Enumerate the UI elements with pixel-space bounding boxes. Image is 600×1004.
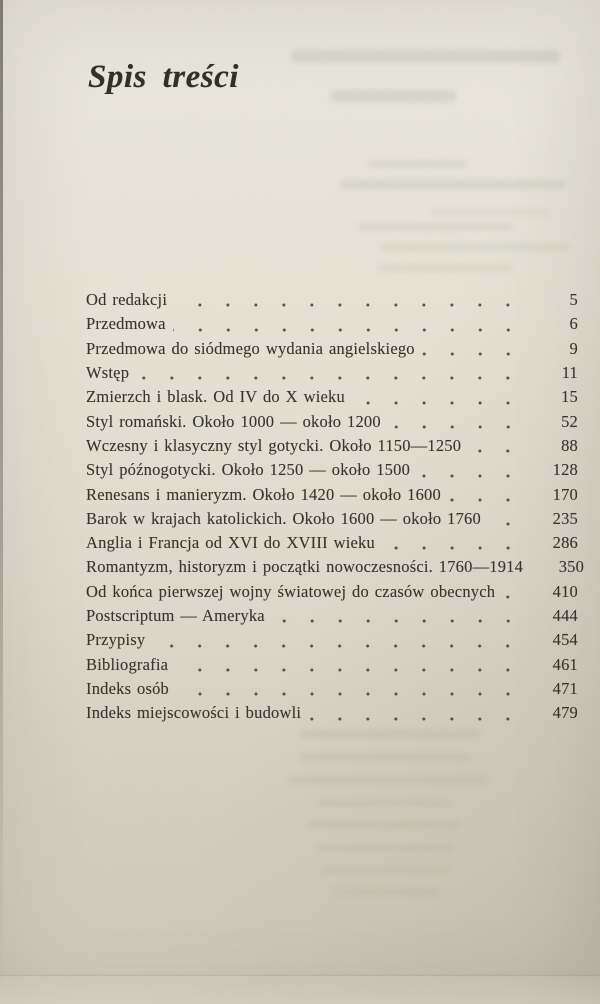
show-through-line xyxy=(300,730,480,738)
page-left-edge xyxy=(0,0,3,1004)
toc-page-number: 461 xyxy=(552,654,578,674)
toc-entry-title: Zmierzch i blask. Od IV do X wieku xyxy=(86,387,345,407)
show-through-line xyxy=(320,866,450,874)
dot-leader-icon xyxy=(136,361,524,385)
toc-page-number: 350 xyxy=(558,557,585,577)
toc-row xyxy=(86,555,585,579)
show-through-line xyxy=(330,90,456,102)
dot-leader-icon xyxy=(173,312,524,336)
toc-row xyxy=(86,483,578,507)
toc-page-number: 52 xyxy=(561,411,578,431)
toc-page-number: 11 xyxy=(561,362,578,382)
toc-row xyxy=(86,653,578,677)
toc-page-number: 235 xyxy=(552,508,578,528)
toc-entry-title: Wczesny i klasyczny styl gotycki. Około 1150—1250 xyxy=(86,435,462,455)
dot-leader-icon xyxy=(382,531,524,555)
toc-entry-title: Indeks osób xyxy=(86,679,169,698)
show-through-line xyxy=(288,776,488,784)
toc-page-number: 9 xyxy=(569,338,578,358)
dot-leader-icon xyxy=(448,483,524,507)
dot-leader-icon xyxy=(468,434,524,458)
toc-list xyxy=(86,288,585,726)
toc-row xyxy=(86,531,578,555)
dot-leader-icon xyxy=(272,604,524,628)
toc-page-number: 88 xyxy=(561,435,578,455)
toc-entry-title: Indeks miejscowości i budowli xyxy=(86,703,302,723)
toc-page-number: 454 xyxy=(552,630,578,650)
dot-leader-icon xyxy=(502,580,524,604)
show-through-line xyxy=(380,243,570,251)
toc-entry-title: Styl romański. Około 1000 — około 1200 xyxy=(86,411,381,431)
toc-entry-title: Wstęp xyxy=(86,362,130,382)
dot-leader-icon xyxy=(174,288,524,312)
dot-leader-icon xyxy=(308,701,524,725)
toc-entry-title: Od redakcji xyxy=(86,290,168,309)
toc-page-number: 15 xyxy=(561,387,578,407)
dot-leader-icon xyxy=(388,410,524,434)
show-through-line xyxy=(357,223,513,231)
toc-row xyxy=(86,458,578,482)
toc-row xyxy=(86,410,578,434)
toc-row xyxy=(86,337,578,361)
toc-page-number: 410 xyxy=(552,581,578,601)
toc-row xyxy=(86,434,578,458)
dot-leader-icon xyxy=(417,458,524,482)
dot-leader-icon xyxy=(488,507,524,531)
toc-entry-title: Romantyzm, historyzm i początki nowoczesności. 1760—1914 xyxy=(86,557,524,577)
show-through-line xyxy=(292,50,560,63)
toc-page-number: 471 xyxy=(552,679,578,698)
toc-row xyxy=(86,507,578,531)
show-through-line xyxy=(318,844,454,852)
toc-entry-title: Od końca pierwszej wojny światowej do czasów obecnych xyxy=(86,581,496,601)
toc-page-number: 444 xyxy=(552,606,578,626)
toc-row xyxy=(86,580,578,604)
toc-entry-title: Przedmowa do siódmego wydania angielskiego xyxy=(86,338,415,358)
dot-leader-icon xyxy=(176,677,524,701)
toc-page-number: 479 xyxy=(552,703,578,723)
show-through-line xyxy=(318,799,450,807)
dot-leader-icon xyxy=(175,653,524,677)
toc-entry-title: Przedmowa xyxy=(86,314,166,334)
toc-row xyxy=(86,604,578,628)
toc-row xyxy=(86,288,578,312)
toc-entry-title: Barok w krajach katolickich. Około 1600 — około 1760 xyxy=(86,508,481,528)
show-through-line xyxy=(300,753,470,761)
show-through-line xyxy=(308,821,460,829)
toc-entry-title: Renesans i manieryzm. Około 1420 — około 1600 xyxy=(86,484,441,504)
toc-row xyxy=(86,701,578,725)
toc-row xyxy=(86,312,578,336)
page-title: Spis treści xyxy=(88,59,239,96)
toc-row xyxy=(86,361,578,385)
dot-leader-icon xyxy=(352,385,524,409)
toc-row xyxy=(86,677,578,701)
show-through-line xyxy=(377,264,513,272)
show-through-line xyxy=(368,160,468,168)
page-bottom-edge xyxy=(0,976,600,1004)
toc-entry-title: Anglia i Francja od XVI do XVIII wieku xyxy=(86,533,375,553)
toc-entry-title: Styl późnogotycki. Około 1250 — około 1500 xyxy=(86,460,411,480)
toc-entry-title: Bibliografia xyxy=(86,654,169,674)
toc-row xyxy=(86,628,578,652)
dot-leader-icon xyxy=(152,628,524,652)
toc-page-number: 6 xyxy=(569,314,578,334)
toc-row xyxy=(86,385,578,409)
show-through-line xyxy=(430,209,550,216)
toc-page-number: 5 xyxy=(569,290,578,309)
show-through-line xyxy=(340,180,566,189)
show-through-line xyxy=(330,888,440,896)
toc-entry-title: Przypisy xyxy=(86,630,146,650)
toc-entry-title: Postscriptum — Ameryka xyxy=(86,606,265,626)
toc-page-number: 286 xyxy=(552,533,578,553)
toc-page-number: 170 xyxy=(552,484,578,504)
toc-page-number: 128 xyxy=(552,460,578,480)
dot-leader-icon xyxy=(422,337,524,361)
